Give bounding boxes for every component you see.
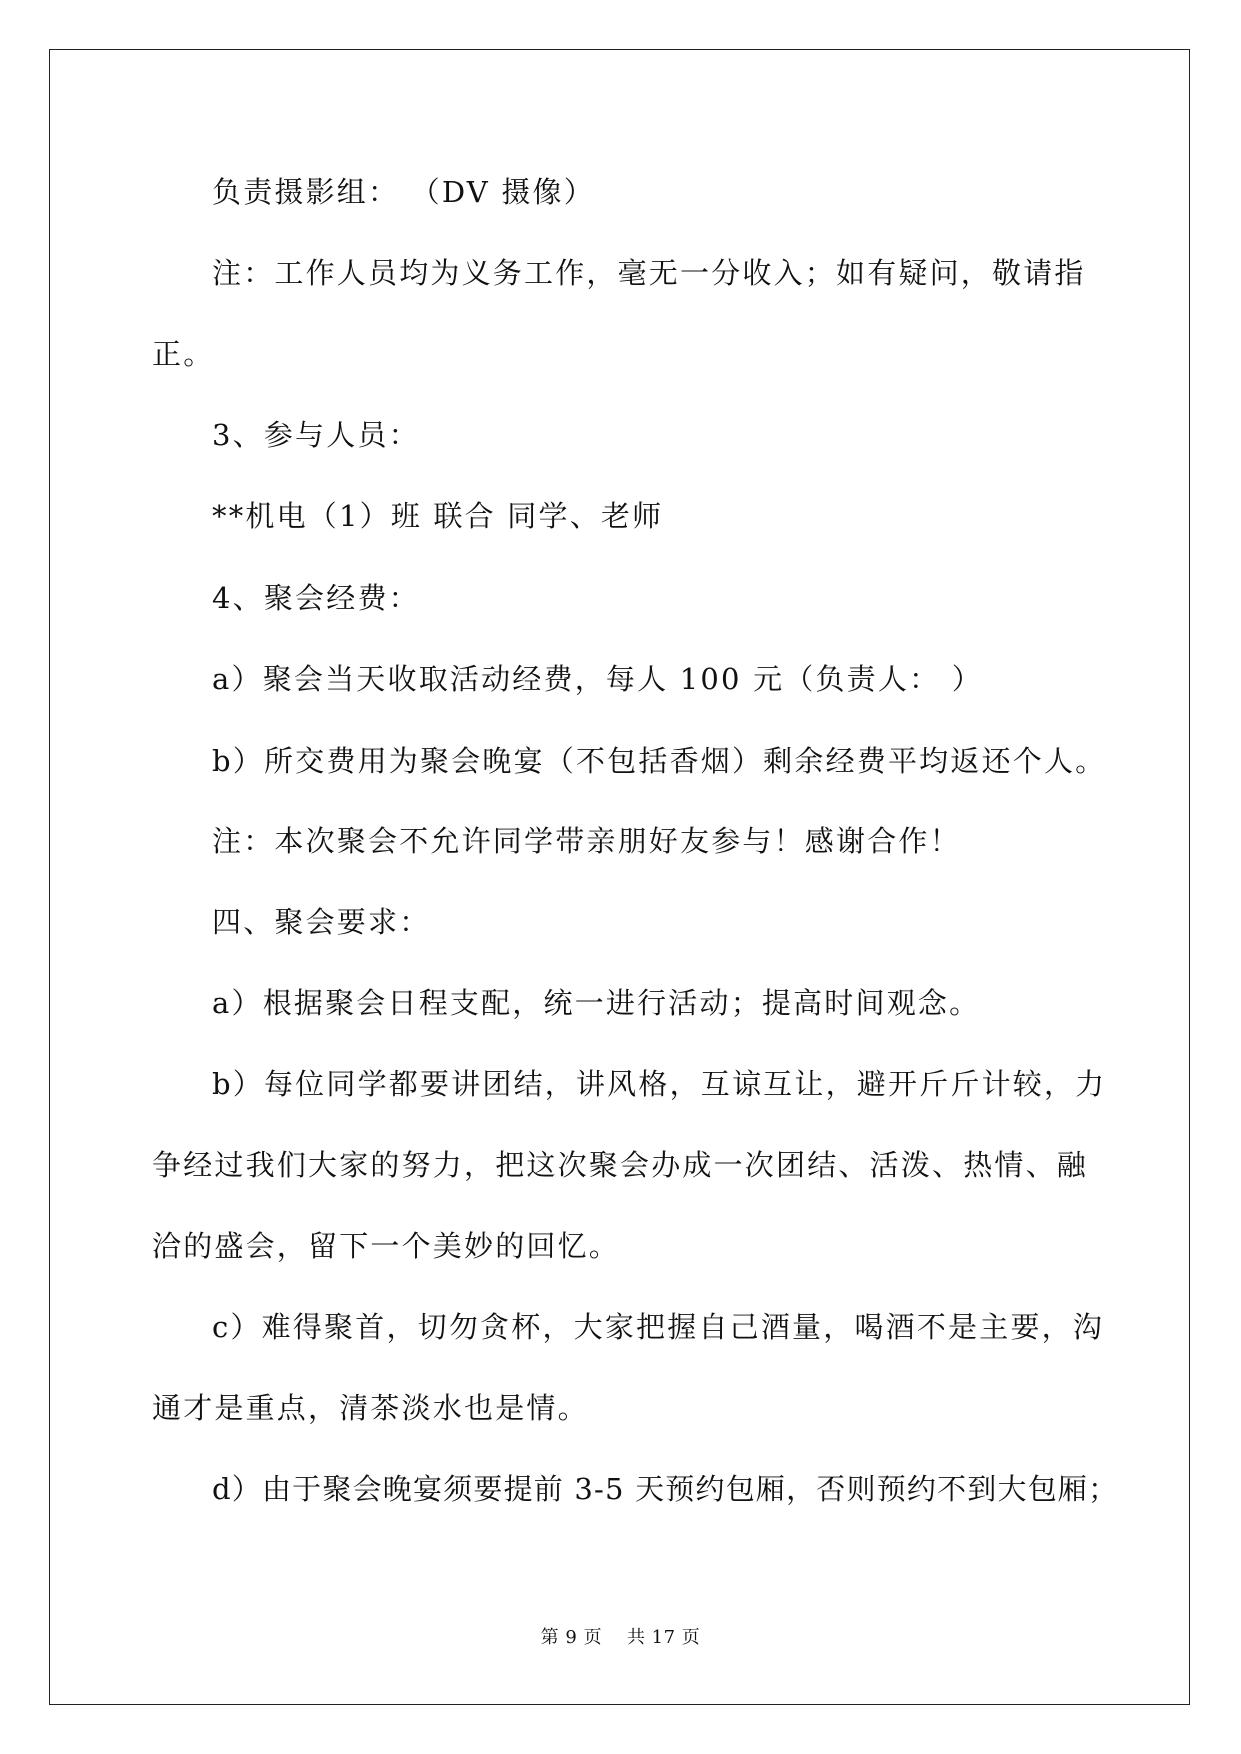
requirement-b-line2: 争经过我们大家的努力，把这次聚会办成一次团结、活泼、热情、融 — [152, 1148, 1089, 1182]
photo-group-line: 负责摄影组： （DV 摄像） — [212, 175, 595, 209]
page-border — [49, 49, 1190, 1705]
requirement-b-line3: 洽的盛会，留下一个美妙的回忆。 — [152, 1229, 621, 1263]
requirements-heading: 四、聚会要求： — [212, 905, 431, 939]
cost-item-b: b）所交费用为聚会晚宴（不包括香烟）剩余经费平均返还个人。 — [212, 744, 1107, 778]
participants-text: **机电（1）班 联合 同学、老师 — [212, 499, 664, 533]
note2-line: 注：本次聚会不允许同学带亲朋好友参与！感谢合作！ — [212, 824, 961, 858]
requirement-a: a）根据聚会日程支配，统一进行活动；提高时间观念。 — [212, 986, 981, 1020]
requirement-c-line2: 通才是重点，清茶淡水也是情。 — [152, 1391, 589, 1425]
note1-line1: 注：工作人员均为义务工作，毫无一分收入；如有疑问，敬请指 — [212, 256, 1086, 290]
note1-line2: 正。 — [152, 337, 215, 371]
requirement-b-line1: b）每位同学都要讲团结，讲风格，互谅互让，避开斤斤计较，力 — [212, 1067, 1107, 1101]
cost-item-a: a）聚会当天收取活动经费，每人 100 元（负责人： ） — [212, 662, 983, 696]
requirement-d-line1: d）由于聚会晚宴须要提前 3-5 天预约包厢，否则预约不到大包厢； — [212, 1472, 1119, 1506]
participants-heading: 3、参与人员： — [212, 418, 420, 452]
requirement-c-line1: c）难得聚首，切勿贪杯，大家把握自己酒量，喝酒不是主要，沟 — [212, 1310, 1105, 1344]
cost-heading: 4、聚会经费： — [212, 581, 420, 615]
page-number-footer: 第 9 页 共 17 页 — [540, 1627, 701, 1648]
